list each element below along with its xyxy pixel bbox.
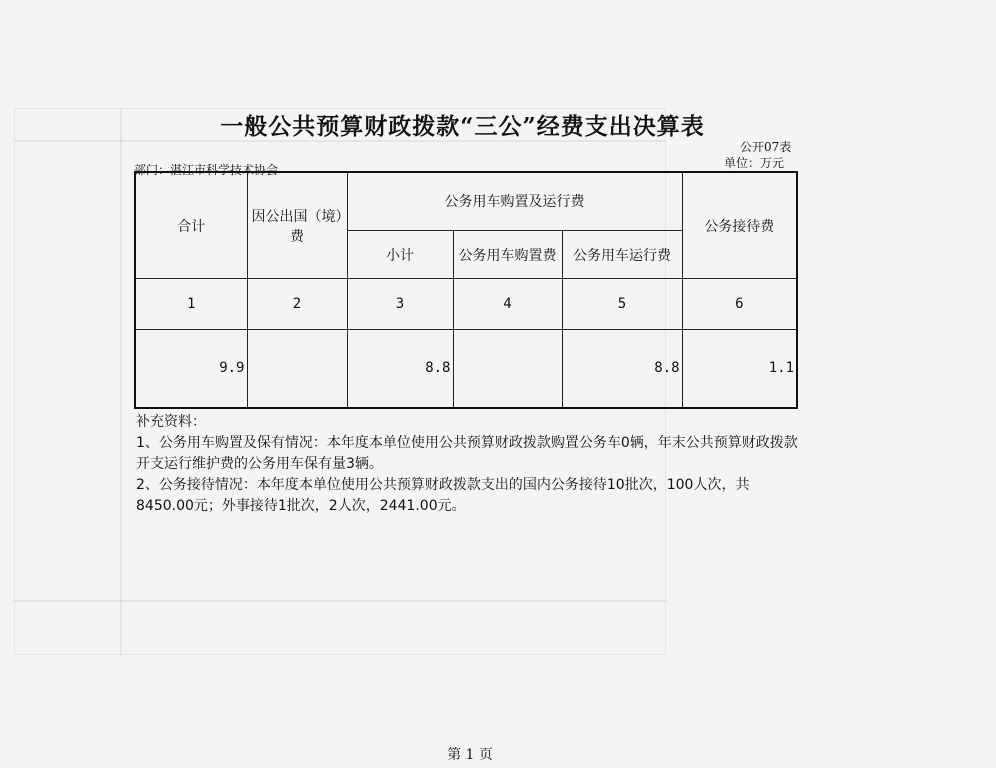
bleed-through-line	[14, 600, 666, 602]
expenditure-table	[134, 171, 798, 409]
supplement-item-vehicle: 1、公务用车购置及保有情况：本年度本单位使用公共预算财政拨款购置公务车0辆，年末公共预算财政拨款开支运行维护费的公务用车保有量3辆。	[136, 435, 798, 472]
header-vehicle-group: 公务用车购置及运行费	[347, 172, 682, 230]
index-cell: 4	[453, 279, 562, 329]
value-subtotal: 8.8	[347, 329, 453, 408]
bleed-through-line	[120, 108, 122, 655]
index-cell: 2	[247, 279, 347, 329]
supplement-item-reception: 2、公务接待情况：本年度本单位使用公共预算财政拨款支出的国内公务接待10批次，100人次，共8450.00元；外事接待1批次，2人次，2441.00元。	[136, 477, 750, 514]
value-reception: 1.1	[682, 329, 797, 408]
supplement-heading: 补充资料：	[136, 414, 206, 430]
document-title: 一般公共预算财政拨款“三公”经费支出决算表	[220, 113, 705, 140]
header-vehicle-purchase: 公务用车购置费	[453, 230, 562, 278]
header-total: 合计	[135, 172, 247, 279]
value-abroad	[247, 329, 347, 408]
header-abroad: 因公出国（境）费	[247, 172, 347, 279]
header-vehicle-operation: 公务用车运行费	[562, 230, 682, 278]
index-cell: 5	[562, 279, 682, 329]
unit-label: 单位：万元	[724, 156, 785, 170]
header-reception: 公务接待费	[682, 172, 797, 279]
supplementary-info	[136, 412, 806, 517]
page-number: 第 1 页	[447, 747, 493, 763]
index-cell: 3	[347, 279, 453, 329]
form-code: 公开07表	[740, 140, 792, 154]
value-total: 9.9	[135, 329, 247, 408]
value-vehicle-operation: 8.8	[562, 329, 682, 408]
index-cell: 6	[682, 279, 797, 329]
value-row	[135, 329, 797, 408]
department-label: 部门：湛江市科学技术协会	[134, 163, 279, 177]
index-row	[135, 279, 797, 329]
header-subtotal: 小计	[347, 230, 453, 278]
value-vehicle-purchase	[453, 329, 562, 408]
index-cell: 1	[135, 279, 247, 329]
